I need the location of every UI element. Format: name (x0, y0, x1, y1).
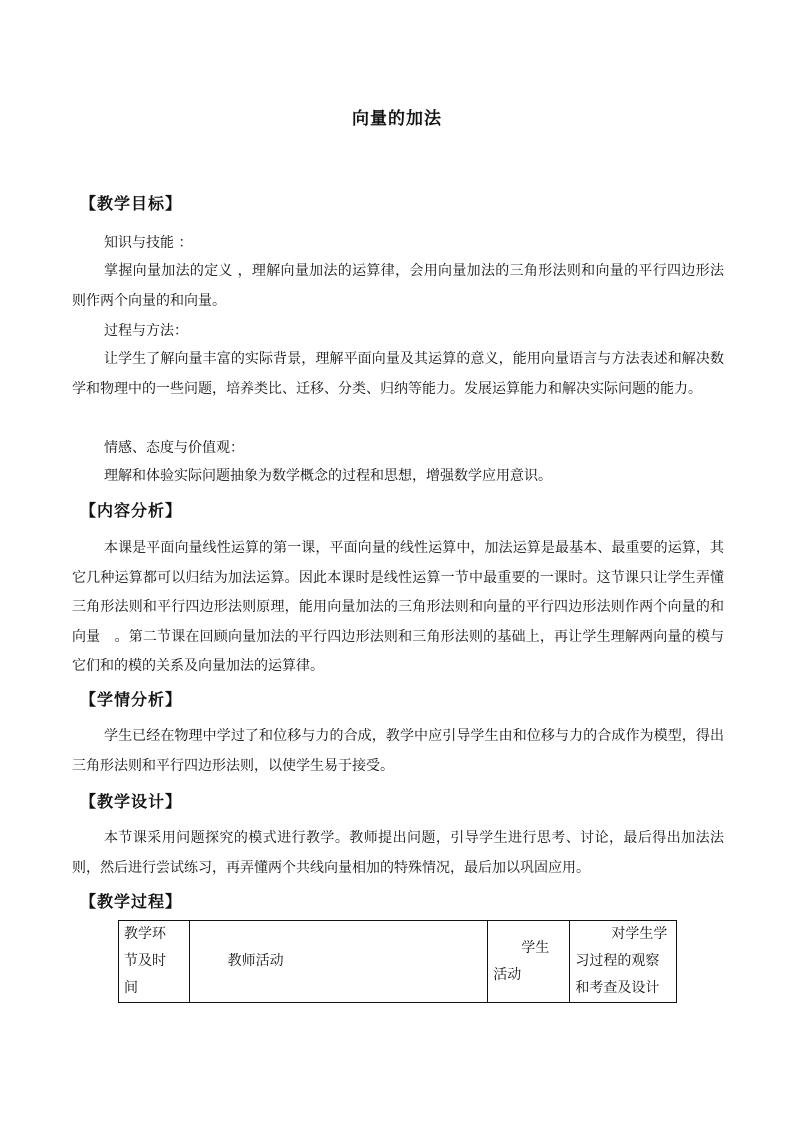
col-stage-time: 教学环 节及时 间 (119, 921, 190, 1003)
process-method-text: 让学生了解向量丰富的实际背景，理解平面向量及其运算的意义，能用向量语言与方法表述和解决数学和物理中的一些问题，培养类比、迁移、分类、归纳等能力。发展运算能力和解决实际问题的能力。 (72, 351, 724, 397)
heading-teaching-design: 【教学设计】 (80, 792, 183, 811)
content-analysis-text: 本课是平面向量线性运算的第一课，平面向量的线性运算中，加法运算是最基本、最重要的运算，其它几种运算都可以归结为加法运算。因此本课时是线性运算一节中最重要的一课时。这节课只让学生弄懂三角形法则和平行四边形法则原理，能用向量加法的三角形法则和向量的平行四边形法则作两个向量的和向量 。第二节课在回顾向量加法的平行四边形法则和三角形法则的基础上，再让学生理解两向量的模与它们和的模的关系及向量加法的运算律。 (72, 540, 724, 674)
teaching-process-table (118, 920, 677, 1003)
heading-learner-analysis: 【学情分析】 (80, 690, 183, 709)
heading-teaching-process: 【教学过程】 (80, 892, 183, 911)
heading-content-analysis: 【内容分析】 (80, 501, 183, 520)
learner-analysis-text: 学生已经在物理中学过了和位移与力的合成，教学中应引导学生由和位移与力的合成作为模型，得出三角形法则和平行四边形法则，以使学生易于接受。 (72, 728, 724, 774)
emotion-attitude-text: 理解和体验实际问题抽象为数学概念的过程和思想，增强数学应用意识。 (104, 468, 552, 484)
heading-teaching-goals: 【教学目标】 (80, 194, 183, 213)
knowledge-skills-text: 掌握向量加法的定义 ，理解向量加法的运算律，会用向量加法的三角形法则和向量的平行四边形法则作两个向量的和向量。 (72, 263, 724, 309)
col-student-activity: 学生 活动 (488, 921, 570, 1003)
knowledge-skills-label: 知识与技能 ： (104, 235, 193, 251)
col-observation-design: 对学生学 习过程的观察 和考查及设计 (570, 921, 677, 1003)
page-title: 向量的加法 (352, 109, 442, 129)
col-teacher-activity: 教师活动 (189, 921, 488, 1003)
teaching-design-text: 本节课采用问题探究的模式进行教学。教师提出问题，引导学生进行思考、讨论，最后得出加法法则，然后进行尝试练习，再弄懂两个共线向量相加的特殊情况，最后加以巩固应用。 (72, 830, 724, 876)
emotion-attitude-label: 情感、态度与价值观： (104, 440, 244, 456)
table-header-row (119, 921, 677, 1003)
process-method-label: 过程与方法： (104, 323, 188, 339)
